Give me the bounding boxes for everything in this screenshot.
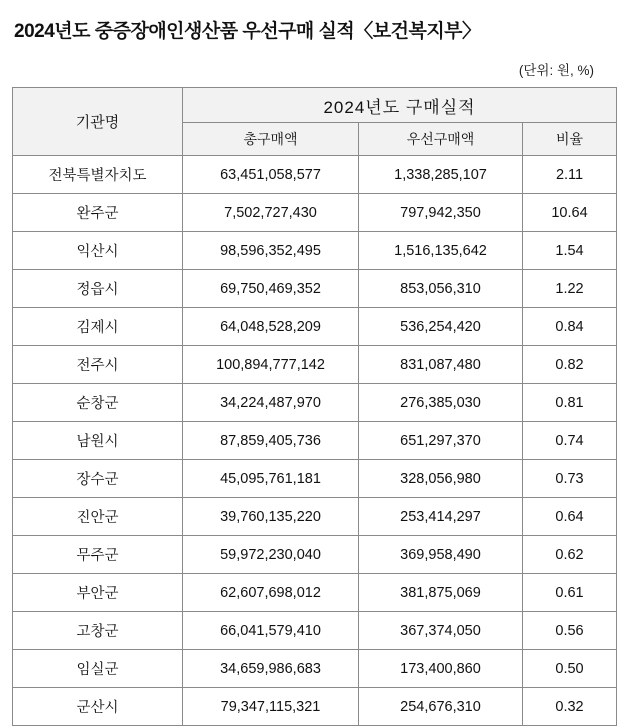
cell-org: 김제시 — [13, 308, 183, 346]
table-row — [13, 346, 617, 384]
cell-org: 순창군 — [13, 384, 183, 422]
cell-org: 임실군 — [13, 650, 183, 688]
table-row — [13, 498, 617, 536]
cell-priority: 328,056,980 — [359, 460, 523, 498]
cell-ratio: 10.64 — [523, 194, 617, 232]
cell-priority: 536,254,420 — [359, 308, 523, 346]
table-row — [13, 232, 617, 270]
cell-ratio: 0.73 — [523, 460, 617, 498]
cell-org: 부안군 — [13, 574, 183, 612]
cell-org: 전주시 — [13, 346, 183, 384]
table-row — [13, 536, 617, 574]
cell-org: 무주군 — [13, 536, 183, 574]
cell-total: 7,502,727,430 — [183, 194, 359, 232]
cell-ratio: 0.56 — [523, 612, 617, 650]
cell-org: 진안군 — [13, 498, 183, 536]
cell-total: 45,095,761,181 — [183, 460, 359, 498]
cell-priority: 253,414,297 — [359, 498, 523, 536]
cell-priority: 254,676,310 — [359, 688, 523, 726]
cell-ratio: 1.22 — [523, 270, 617, 308]
cell-ratio: 0.32 — [523, 688, 617, 726]
cell-ratio: 0.82 — [523, 346, 617, 384]
cell-total: 98,596,352,495 — [183, 232, 359, 270]
cell-priority: 651,297,370 — [359, 422, 523, 460]
table-header-row-1 — [13, 88, 617, 123]
cell-total: 39,760,135,220 — [183, 498, 359, 536]
cell-ratio: 0.64 — [523, 498, 617, 536]
table-header — [13, 88, 617, 156]
cell-ratio: 0.81 — [523, 384, 617, 422]
table-row — [13, 688, 617, 726]
cell-priority: 831,087,480 — [359, 346, 523, 384]
table-row — [13, 612, 617, 650]
table-row — [13, 308, 617, 346]
cell-total: 63,451,058,577 — [183, 156, 359, 194]
cell-org: 군산시 — [13, 688, 183, 726]
cell-priority: 367,374,050 — [359, 612, 523, 650]
table-row — [13, 422, 617, 460]
cell-total: 66,041,579,410 — [183, 612, 359, 650]
cell-total: 59,972,230,040 — [183, 536, 359, 574]
cell-priority: 853,056,310 — [359, 270, 523, 308]
column-header-group: 2024년도 구매실적 — [183, 88, 617, 123]
cell-priority: 173,400,860 — [359, 650, 523, 688]
cell-total: 34,659,986,683 — [183, 650, 359, 688]
page-title: 2024년도 중증장애인생산품 우선구매 실적〈보건복지부〉 — [14, 21, 481, 42]
cell-ratio: 1.54 — [523, 232, 617, 270]
column-header-priority: 우선구매액 — [359, 123, 523, 156]
table-row — [13, 460, 617, 498]
cell-org: 정읍시 — [13, 270, 183, 308]
table-row — [13, 574, 617, 612]
cell-org: 남원시 — [13, 422, 183, 460]
cell-ratio: 2.11 — [523, 156, 617, 194]
cell-priority: 276,385,030 — [359, 384, 523, 422]
cell-ratio: 0.61 — [523, 574, 617, 612]
cell-total: 87,859,405,736 — [183, 422, 359, 460]
cell-org: 장수군 — [13, 460, 183, 498]
cell-total: 64,048,528,209 — [183, 308, 359, 346]
unit-note: (단위: 원, %) — [518, 63, 594, 78]
cell-ratio: 0.62 — [523, 536, 617, 574]
cell-total: 79,347,115,321 — [183, 688, 359, 726]
table-row — [13, 270, 617, 308]
cell-priority: 381,875,069 — [359, 574, 523, 612]
cell-priority: 1,516,135,642 — [359, 232, 523, 270]
cell-total: 34,224,487,970 — [183, 384, 359, 422]
cell-priority: 797,942,350 — [359, 194, 523, 232]
column-header-org: 기관명 — [13, 88, 183, 156]
cell-org: 고창군 — [13, 612, 183, 650]
procurement-table — [12, 87, 617, 726]
column-header-ratio: 비율 — [523, 123, 617, 156]
column-header-total: 총구매액 — [183, 123, 359, 156]
cell-total: 62,607,698,012 — [183, 574, 359, 612]
cell-total: 100,894,777,142 — [183, 346, 359, 384]
cell-priority: 1,338,285,107 — [359, 156, 523, 194]
cell-ratio: 0.74 — [523, 422, 617, 460]
cell-priority: 369,958,490 — [359, 536, 523, 574]
table-row — [13, 650, 617, 688]
cell-org: 익산시 — [13, 232, 183, 270]
cell-total: 69,750,469,352 — [183, 270, 359, 308]
table-row — [13, 384, 617, 422]
cell-org: 전북특별자치도 — [13, 156, 183, 194]
table-body — [13, 156, 617, 726]
cell-ratio: 0.84 — [523, 308, 617, 346]
cell-org: 완주군 — [13, 194, 183, 232]
table-row — [13, 194, 617, 232]
cell-ratio: 0.50 — [523, 650, 617, 688]
table-row — [13, 156, 617, 194]
